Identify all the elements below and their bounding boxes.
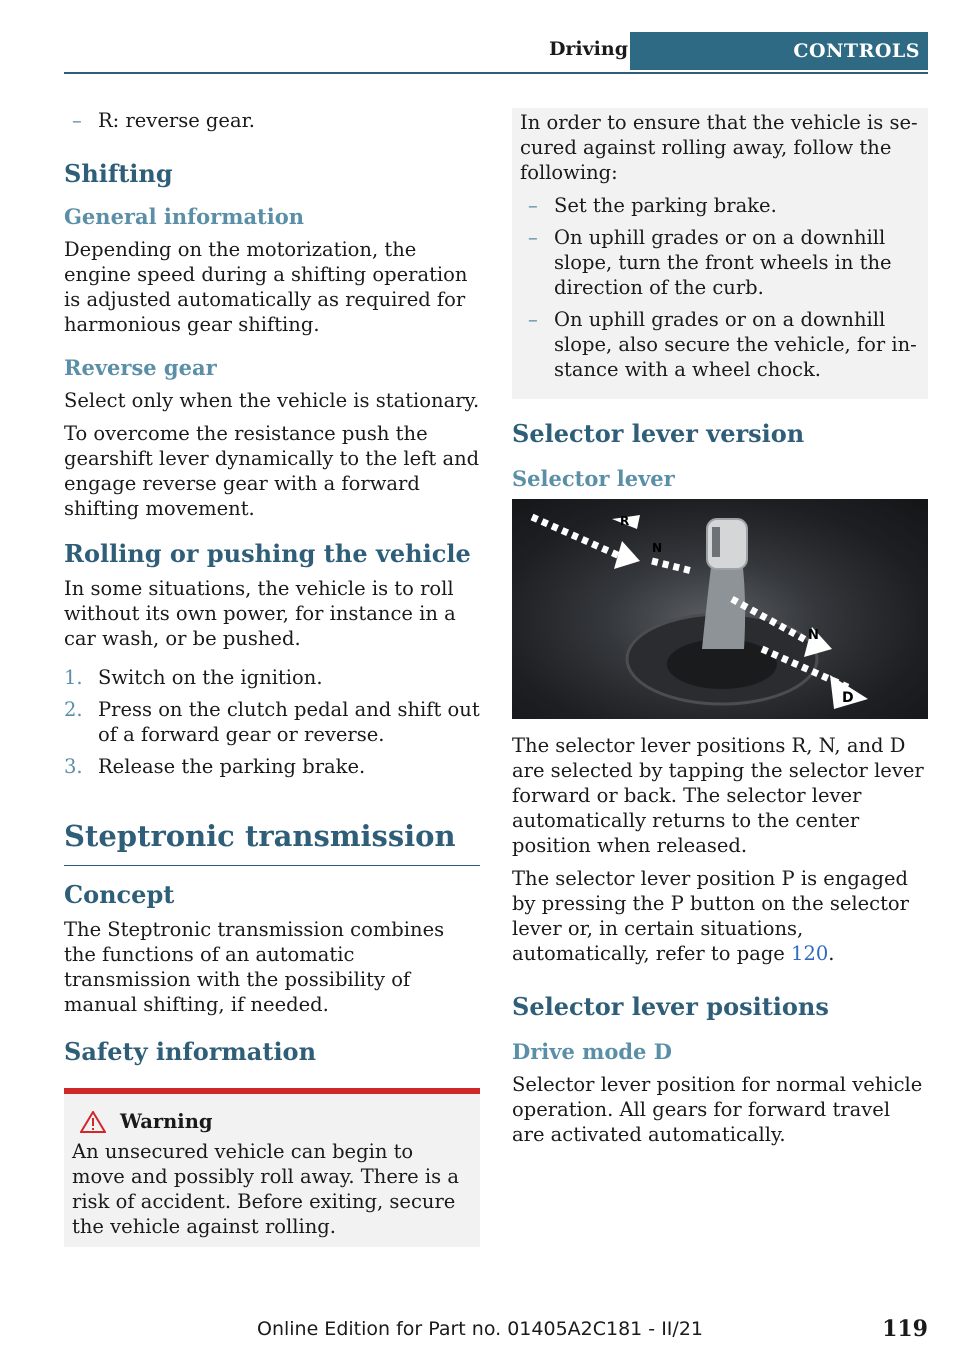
paragraph-concept: The Steptronic transmission combines the functions of an automatic transmission with the possibility of manual shifting, if needed. <box>64 918 445 1016</box>
selector-lever-illustration <box>512 499 928 719</box>
label-n-upper: N <box>652 541 663 555</box>
page-reference-link[interactable]: 120 <box>791 942 829 965</box>
header-chapter: CONTROLS <box>630 32 928 70</box>
selector-lever-photo <box>512 499 928 719</box>
page-header <box>64 32 928 74</box>
label-d: D <box>842 690 854 706</box>
left-column <box>64 108 480 1247</box>
list-item: – On uphill grades or on a downhill slope, turn the front wheels in the direction of the curb. <box>528 226 892 299</box>
heading-rolling: Rolling or pushing the vehicle <box>64 539 471 568</box>
header-section: Driving <box>548 38 628 60</box>
footer-edition: Online Edition for Part no. 01405A2C181 - II/21 <box>256 1318 703 1340</box>
heading-shifting: Shifting <box>64 159 173 188</box>
warning-heading <box>72 1110 472 1133</box>
heading-reverse-gear: Reverse gear <box>64 355 217 380</box>
heading-safety: Safety information <box>64 1037 317 1066</box>
label-r: R <box>620 514 630 528</box>
heading-general-info: General information <box>64 204 305 229</box>
right-column <box>512 108 928 1155</box>
heading-concept: Concept <box>64 880 175 909</box>
steps-list <box>64 665 480 779</box>
list-item: 3. Release the parking brake. <box>64 755 366 778</box>
page-number: 119 <box>882 1316 928 1342</box>
paragraph-rolling: In some situations, the vehicle is to roll without its own power, for instance in a car wash, or be pushed. <box>64 577 456 650</box>
paragraph-drive: Selector lever position for normal vehicle operation. All gears for forward travel are activated automatically. <box>512 1073 923 1146</box>
warning-box <box>64 1088 480 1247</box>
paragraph-reverse-1: Select only when the vehicle is stationary. <box>64 389 480 412</box>
warning-title: Warning <box>120 1110 213 1133</box>
securing-intro: In order to ensure that the vehicle is secured against rolling away, follow the following: <box>520 111 918 184</box>
paragraph-lever-2: The selector lever position P is engaged by pressing the P button on the selector lever or, in certain situations, automatically, refer to page 120. <box>512 867 909 965</box>
reverse-list <box>64 108 480 133</box>
paragraph-general: Depending on the motorization, the engine speed during a shifting operation is adjusted automatically as required for harmonious gear shifting. <box>64 238 468 336</box>
heading-selector-positions: Selector lever positions <box>512 992 829 1021</box>
paragraph-lever-1: The selector lever positions R, N, and D are selected by tapping the selector lever forward or back. The selector lever automatically returns to the center position when released. <box>512 734 924 857</box>
securing-box <box>512 108 928 399</box>
list-item: 1. Switch on the ignition. <box>64 666 323 689</box>
heading-selector-lever: Selector lever <box>512 466 675 491</box>
list-item: – Set the parking brake. <box>528 194 777 217</box>
list-item: – On uphill grades or on a downhill slope, also secure the vehicle, for instance with a wheel chock. <box>528 308 917 381</box>
label-n-lower: N <box>808 628 819 643</box>
heading-steptronic: Steptronic transmission <box>64 819 480 866</box>
securing-list <box>520 193 920 382</box>
list-item: – R: reverse gear. <box>72 109 255 132</box>
heading-drive-mode: Drive mode D <box>512 1039 672 1064</box>
heading-selector-version: Selector lever version <box>512 419 805 448</box>
list-item: 2. Press on the clutch pedal and shift out of a forward gear or reverse. <box>64 698 480 746</box>
warning-triangle-icon <box>80 1111 106 1133</box>
warning-text: An unsecured vehicle can begin to move and possibly roll away. There is a risk of accident. Before exiting, secure the vehicle against rolling. <box>72 1140 459 1238</box>
paragraph-reverse-2: To overcome the resistance push the gearshift lever dynamically to the left and engage reverse gear with a forward shifting movement. <box>64 422 480 520</box>
